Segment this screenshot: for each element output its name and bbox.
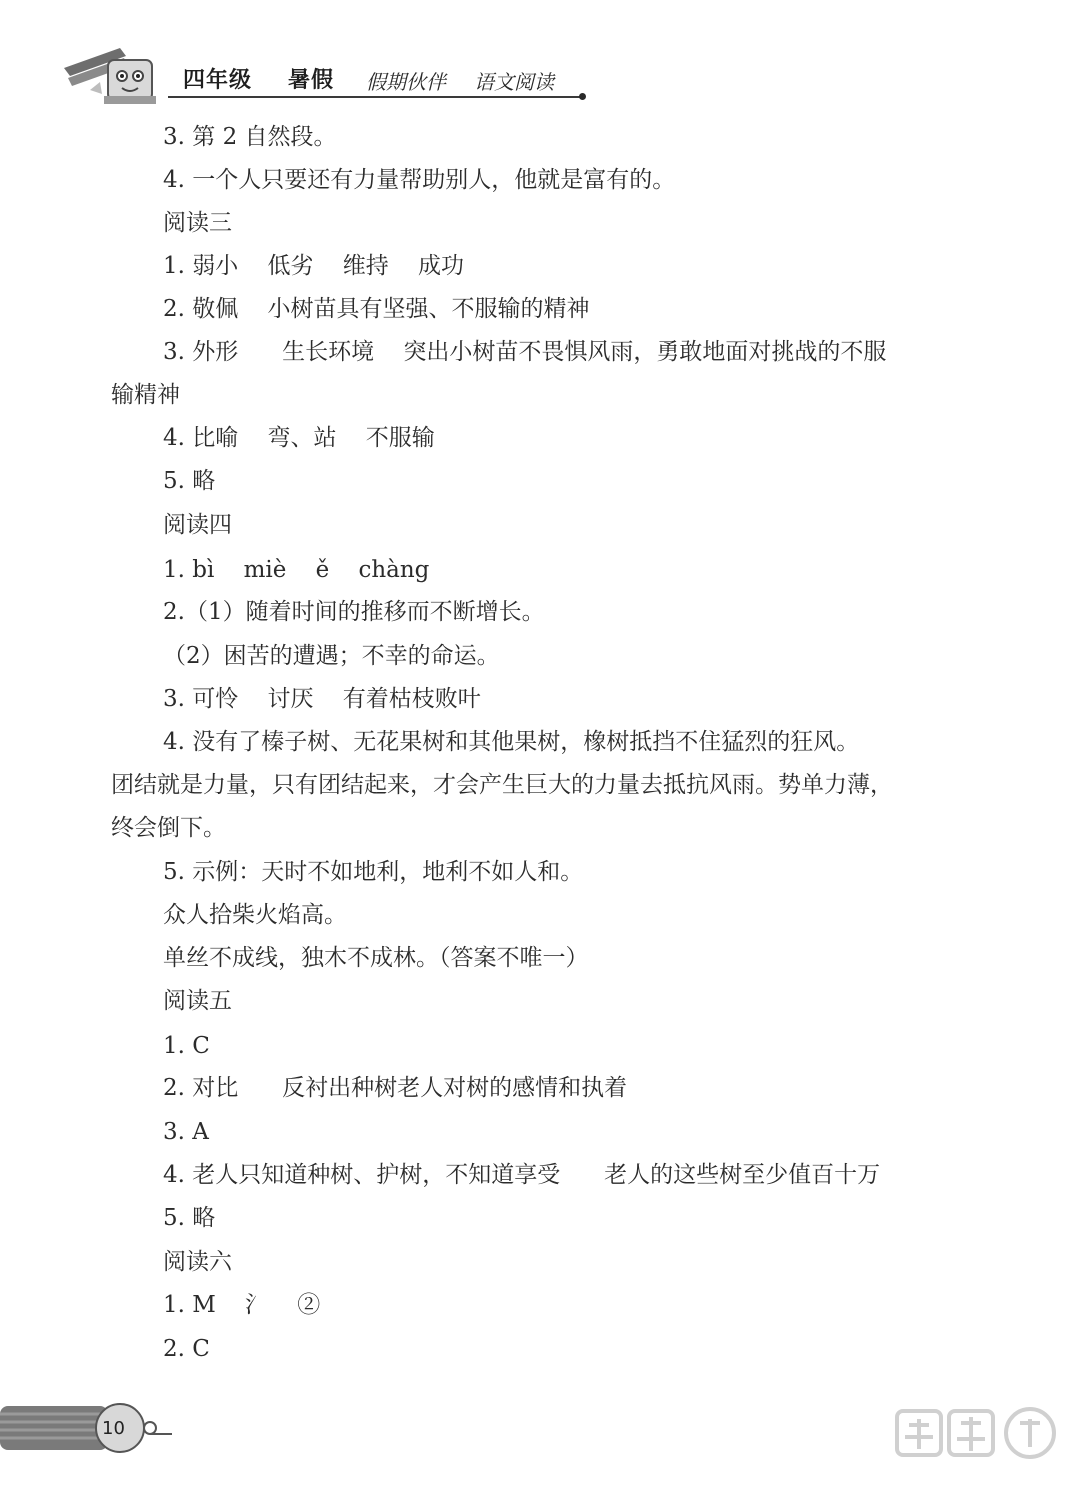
answer-line: 4. 比喻 弯、站 不服输 [163, 425, 435, 451]
answer-line: 2. C [163, 1336, 210, 1362]
grade-label: 四年级 [183, 68, 253, 93]
header-rule [168, 96, 581, 98]
answer-line: 3. 可怜 讨厌 有着枯枝败叶 [163, 686, 481, 712]
season-label: 暑假 [288, 68, 335, 93]
page-footer [0, 1400, 1080, 1509]
footer-bar-graphic [0, 1400, 200, 1460]
answer-line: 5. 略 [163, 1205, 216, 1231]
answer-line: （2）困苦的遭遇；不幸的命运。 [163, 643, 500, 669]
section-heading: 阅读四 [163, 512, 232, 538]
answer-line: 1. 弱小 低劣 维持 成功 [163, 253, 464, 279]
answer-line-continued: 终会倒下。 [111, 815, 226, 841]
answer-line: 4. 没有了榛子树、无花果树和其他果树，橡树抵挡不住猛烈的狂风。 [163, 729, 860, 755]
answer-line: 3. 第 2 自然段。 [163, 124, 337, 150]
book-mascot-logo [60, 38, 165, 106]
answer-line: 3. A [163, 1119, 209, 1145]
section-heading: 阅读六 [163, 1249, 232, 1275]
answer-line: 4. 老人只知道种树、护树，不知道享受 老人的这些树至少值百十万 [163, 1162, 881, 1188]
watermark-logo [895, 1405, 1075, 1475]
section-heading: 阅读五 [163, 988, 232, 1014]
answer-line: 2.（1）随着时间的推移而不断增长。 [163, 599, 545, 625]
answer-line-continued: 输精神 [111, 382, 180, 408]
page-number: 10 [102, 1418, 125, 1439]
answer-line: 5. 略 [163, 468, 216, 494]
header-rule-dot [579, 93, 586, 100]
answer-line-continued: 团结就是力量，只有团结起来，才会产生巨大的力量去抵抗风雨。势单力薄， [111, 772, 893, 798]
answer-line: 5. 示例：天时不如地利，地利不如人和。 [163, 859, 584, 885]
answer-line: 4. 一个人只要还有力量帮助别人，他就是富有的。 [163, 167, 676, 193]
answer-line: 1. M 氵 ② [163, 1292, 321, 1318]
answer-line: 1. C [163, 1033, 210, 1059]
page-header [0, 0, 1080, 110]
answer-line: 2. 对比 反衬出种树老人对树的感情和执着 [163, 1075, 628, 1101]
answer-line: 2. 敬佩 小树苗具有坚强、不服输的精神 [163, 296, 590, 322]
section-heading: 阅读三 [163, 210, 232, 236]
subject-label: 语文阅读 [474, 70, 554, 94]
series-label: 假期伙伴 [366, 70, 446, 94]
answer-line: 众人拾柴火焰高。 [163, 902, 347, 928]
answer-line: 3. 外形 生长环境 突出小树苗不畏惧风雨，勇敢地面对挑战的不服 [163, 339, 887, 365]
answer-line: 单丝不成线，独木不成林。（答案不唯一） [163, 945, 589, 971]
answer-line: 1. bì miè ě chàng [163, 557, 430, 583]
